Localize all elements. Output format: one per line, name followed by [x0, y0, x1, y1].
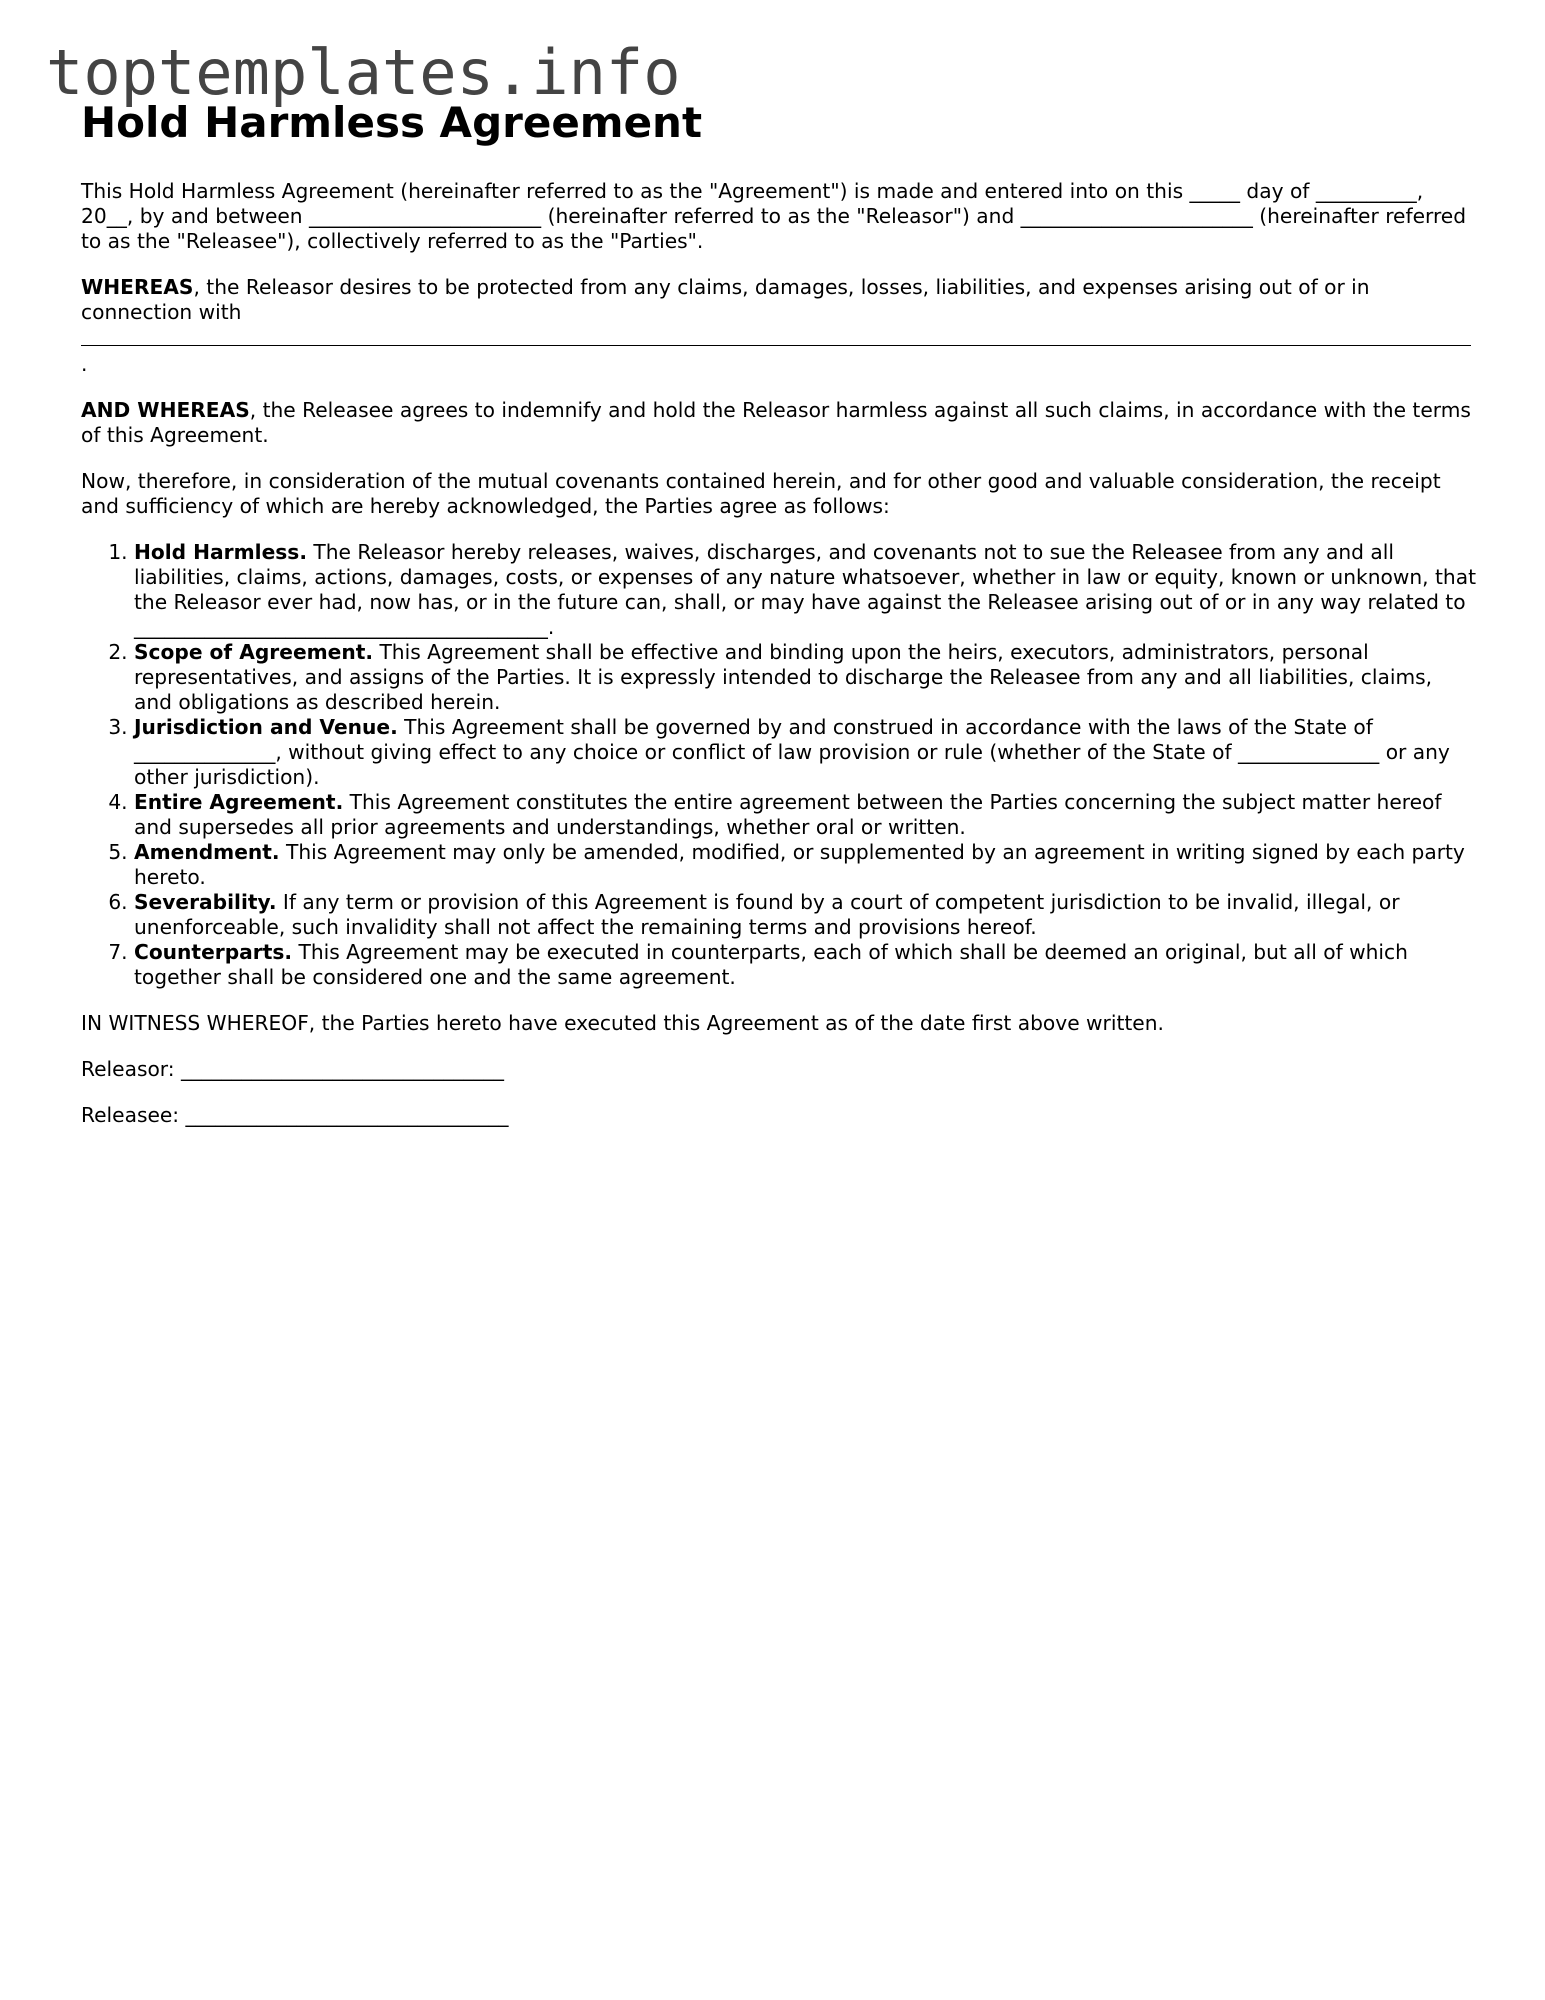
- releasor-signature-line: Releasor: ________________________________: [81, 1057, 504, 1081]
- clause-item: [134, 840, 1476, 890]
- releasee-signature-line: Releasee: ________________________________: [81, 1103, 509, 1127]
- and-whereas-lead: AND WHEREAS: [81, 398, 250, 422]
- and-whereas-text: , the Releasee agrees to indemnify and hold the Releasor harmless against all such claims, in accordance with the terms of this Agreement.: [81, 398, 1471, 447]
- clause-item: [134, 640, 1476, 715]
- clause-heading: Counterparts.: [134, 940, 293, 964]
- intro-paragraph: This Hold Harmless Agreement (hereinafter referred to as the "Agreement") is made and entered into on this _____ day of __________, 20__, by and between _______________________ (hereinafter referred to as the "Releasor") and _______________________ (hereinafter referred to as the "Releasee"), collectively referred to as the "Parties".: [81, 179, 1467, 253]
- clauses-list: [81, 540, 1476, 990]
- clause-heading: Amendment.: [134, 840, 280, 864]
- clause-text: The Releasor hereby releases, waives, discharges, and covenants not to sue the Releasee from any and all liabilities, claims, actions, damages, costs, or expenses of any nature whatsoever, whether in law or equity, known or unknown, that the Releasor ever had, now has, or in the future can, shall, or may have against the Releasee arising out of or in any way related to _________________________________________.: [134, 540, 1476, 639]
- consideration-paragraph: Now, therefore, in consideration of the mutual covenants contained herein, and for other good and valuable consideration, the receipt and sufficiency of which are hereby acknowledged, the Parties agree as follows:: [81, 469, 1441, 518]
- clause-text: This Agreement may only be amended, modified, or supplemented by an agreement in writing signed by each party hereto.: [134, 840, 1465, 889]
- clause-text: If any term or provision of this Agreement is found by a court of competent jurisdiction to be invalid, illegal, or unenforceable, such invalidity shall not affect the remaining terms and provisions hereof.: [134, 890, 1400, 939]
- document-body: [81, 97, 1476, 1149]
- clause-heading: Severability.: [134, 890, 277, 914]
- clause-text: This Agreement constitutes the entire agreement between the Parties concerning the subject matter hereof and supersedes all prior agreements and understandings, whether oral or written.: [134, 790, 1442, 839]
- blank-fill-line: [81, 325, 1471, 346]
- clause-heading: Jurisdiction and Venue.: [134, 715, 398, 739]
- watermark-text: toptemplates.info: [46, 36, 681, 109]
- clause-heading: Hold Harmless.: [134, 540, 307, 564]
- clause-item: [134, 790, 1476, 840]
- whereas-text: , the Releasor desires to be protected from any claims, damages, losses, liabilities, and expenses arising out of or in connection with: [81, 275, 1370, 324]
- clause-item: [134, 540, 1476, 640]
- and-whereas-paragraph: [81, 398, 1476, 448]
- clause-item: [134, 940, 1476, 990]
- document-title: Hold Harmless Agreement: [81, 98, 703, 147]
- whereas-end: .: [81, 352, 88, 376]
- clause-item: [134, 890, 1476, 940]
- clause-text: This Agreement shall be governed by and construed in accordance with the laws of the State of ______________, without giving effect to any choice or conflict of law provision or rule (whether of the State of ______________ or any other jurisdiction).: [134, 715, 1450, 789]
- whereas-lead: WHEREAS: [81, 275, 194, 299]
- clause-heading: Entire Agreement.: [134, 790, 344, 814]
- clause-text: This Agreement may be executed in counterparts, each of which shall be deemed an original, but all of which together shall be considered one and the same agreement.: [134, 940, 1408, 989]
- whereas-paragraph: [81, 275, 1476, 377]
- clause-heading: Scope of Agreement.: [134, 640, 374, 664]
- clause-item: [134, 715, 1476, 790]
- clause-text: This Agreement shall be effective and binding upon the heirs, executors, administrators, personal representatives, and assigns of the Parties. It is expressly intended to discharge the Releasee from any and all liabilities, claims, and obligations as described herein.: [134, 640, 1433, 714]
- witness-paragraph: IN WITNESS WHEREOF, the Parties hereto have executed this Agreement as of the date first above written.: [81, 1011, 1164, 1035]
